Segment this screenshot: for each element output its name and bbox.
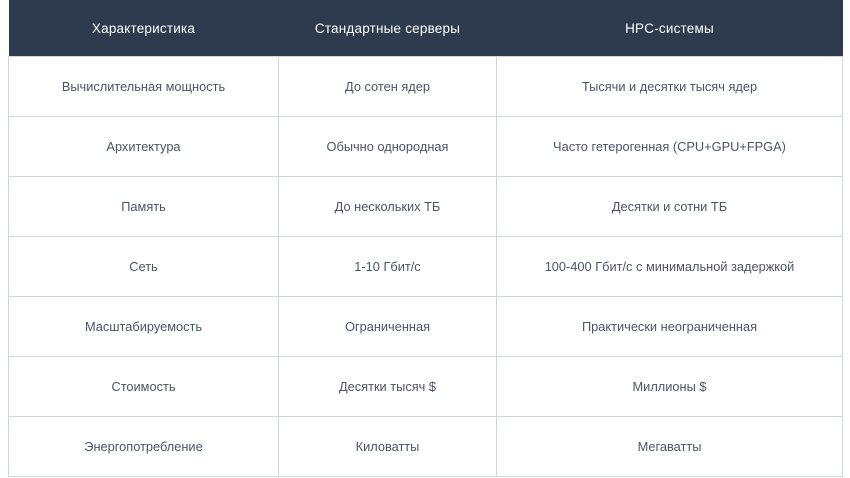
cell-characteristic: Масштабируемость: [9, 297, 279, 357]
page-left-margin: [0, 0, 8, 478]
cell-hpc-systems: Мегаватты: [497, 417, 843, 477]
table-row: [9, 117, 843, 177]
comparison-table: [8, 0, 843, 477]
cell-standard-servers: Ограниченная: [279, 297, 497, 357]
cell-standard-servers: До нескольких ТБ: [279, 177, 497, 237]
cell-standard-servers: Обычно однородная: [279, 117, 497, 177]
cell-characteristic: Сеть: [9, 237, 279, 297]
cell-characteristic: Вычислительная мощность: [9, 57, 279, 117]
cell-hpc-systems: Миллионы $: [497, 357, 843, 417]
table-header: [9, 0, 843, 57]
table-row: [9, 237, 843, 297]
table-body: [9, 57, 843, 477]
cell-hpc-systems: Практически неограниченная: [497, 297, 843, 357]
table-header-row: [9, 0, 843, 57]
cell-hpc-systems: Тысячи и десятки тысяч ядер: [497, 57, 843, 117]
table-row: [9, 177, 843, 237]
cell-characteristic: Память: [9, 177, 279, 237]
cell-standard-servers: 1-10 Гбит/с: [279, 237, 497, 297]
column-header-standard-servers: Стандартные серверы: [279, 0, 497, 57]
column-header-hpc-systems: HPC-системы: [497, 0, 843, 57]
cell-standard-servers: Киловатты: [279, 417, 497, 477]
cell-characteristic: Архитектура: [9, 117, 279, 177]
table-row: [9, 57, 843, 117]
table-row: [9, 297, 843, 357]
cell-standard-servers: До сотен ядер: [279, 57, 497, 117]
cell-hpc-systems: Десятки и сотни ТБ: [497, 177, 843, 237]
column-header-characteristic: Характеристика: [9, 0, 279, 57]
table-row: [9, 357, 843, 417]
cell-characteristic: Стоимость: [9, 357, 279, 417]
page-right-margin: [842, 0, 850, 478]
comparison-table-container: [8, 0, 842, 478]
cell-hpc-systems: Часто гетерогенная (CPU+GPU+FPGA): [497, 117, 843, 177]
cell-hpc-systems: 100-400 Гбит/с с минимальной задержкой: [497, 237, 843, 297]
cell-standard-servers: Десятки тысяч $: [279, 357, 497, 417]
cell-characteristic: Энергопотребление: [9, 417, 279, 477]
table-row: [9, 417, 843, 477]
